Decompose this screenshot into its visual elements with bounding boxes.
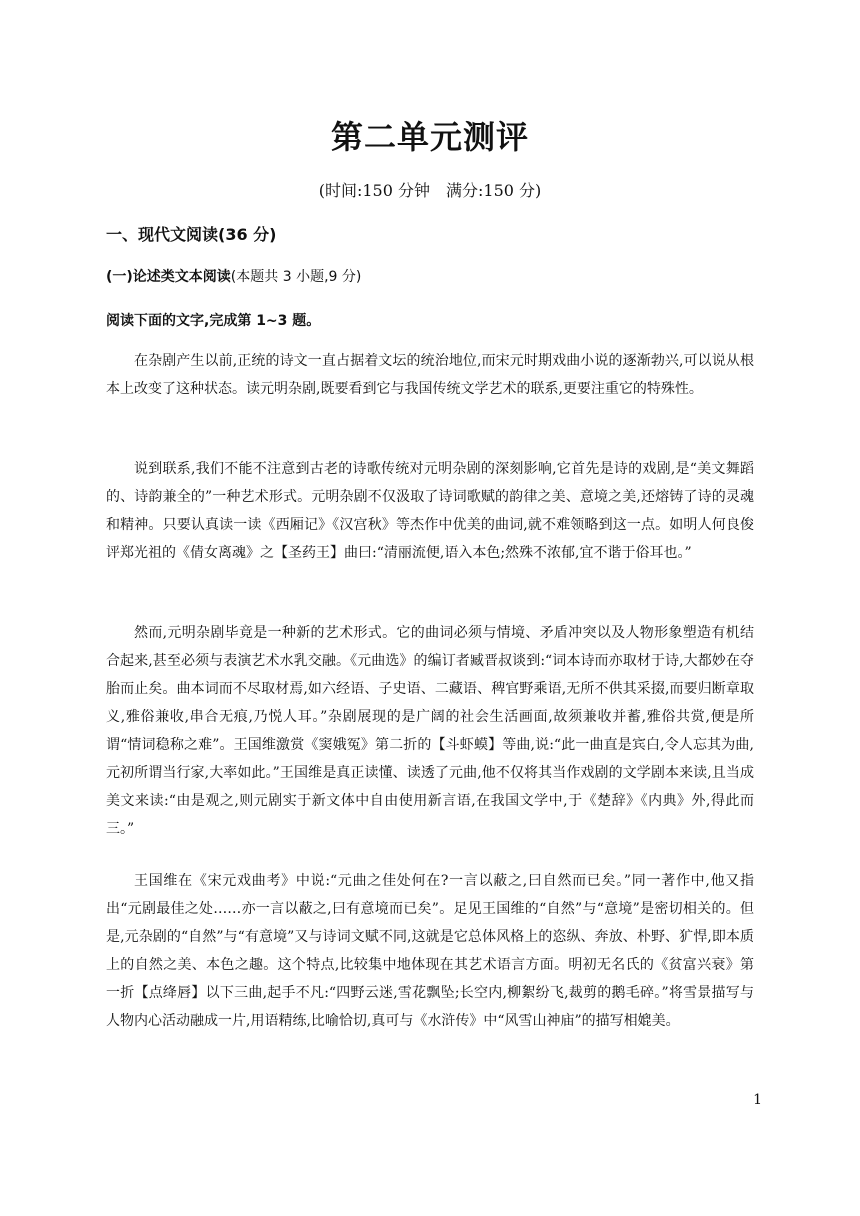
paragraph-1: 在杂剧产生以前,正统的诗文一直占据着文坛的统治地位,而宋元时期戏曲小说的逐渐勃兴,可以说从根本上改变了这种状态。读元明杂剧,既要看到它与我国传统文学艺术的联系,更要注重它的特殊性。 <box>106 353 754 397</box>
subsection-label: (一)论述类文本阅读 <box>106 269 231 285</box>
page-title: 第二单元测评 <box>330 118 529 156</box>
section-heading: 一、现代文阅读(36 分) <box>106 225 277 244</box>
subsection-heading <box>106 266 361 286</box>
exam-time-score: (时间:150 分钟 满分:150 分) <box>318 181 542 200</box>
paragraph-3: 然而,元明杂剧毕竟是一种新的艺术形式。它的曲词必须与情境、矛盾冲突以及人物形象塑造有机结合起来,甚至必须与表演艺术水乳交融。《元曲选》的编订者臧晋叔谈到:“词本诗而亦取材于诗,大都妙在夺胎而止矣。曲本词而不尽取材焉,如六经语、子史语、二藏语、稗官野乘语,无所不供其采掇,而要归断章取义,雅俗兼收,串合无痕,乃悦人耳。”杂剧展现的是广阔的社会生活画面,故须兼收并蓄,雅俗共赏,便是所谓“情词稳称之难”。王国维激赏《窦娥冤》第二折的【斗虾蟆】等曲,说:“此一曲直是宾白,令人忘其为曲,元初所谓当行家,大率如此。”王国维是真正读懂、读透了元曲,他不仅将其当作戏剧的文学剧本来读,且当成美文来读:“由是观之,则元剧实于新文体中自由使用新言语,在我国文学中,于《楚辞》《内典》外,得此而三。” <box>106 625 754 837</box>
page-number: 1 <box>753 1092 762 1108</box>
subsection-note: (本题共 3 小题,9 分) <box>230 269 362 285</box>
paragraph-2: 说到联系,我们不能不注意到古老的诗歌传统对元明杂剧的深刻影响,它首先是诗的戏剧,是“美文舞蹈的、诗韵兼全的”一种艺术形式。元明杂剧不仅汲取了诗词歌赋的韵律之美、意境之美,还熔铸了诗的灵魂和精神。只要认真读一读《西厢记》《汉宫秋》等杰作中优美的曲词,就不难领略到这一点。如明人何良俊评郑光祖的《倩女离魂》之【圣药王】曲曰:“清丽流便,语入本色;然殊不浓郁,宜不谐于俗耳也。” <box>106 461 754 561</box>
paragraph-4: 王国维在《宋元戏曲考》中说:“元曲之佳处何在?一言以蔽之,曰自然而已矣。”同一著作中,他又指出“元剧最佳之处……亦一言以蔽之,曰有意境而已矣”。足见王国维的“自然”与“意境”是密切相关的。但是,元杂剧的“自然”与“有意境”又与诗词文赋不同,这就是它总体风格上的恣纵、奔放、朴野、犷悍,即本质上的自然之美、本色之趣。这个特点,比较集中地体现在其艺术语言方面。明初无名氏的《贫富兴衰》第一折【点绛唇】以下三曲,起手不凡:“四野云迷,雪花飘坠;长空内,柳絮纷飞,裁剪的鹅毛碎。”将雪景描写与人物内心活动融成一片,用语精练,比喻恰切,真可与《水浒传》中“风雪山神庙”的描写相媲美。 <box>106 873 754 1029</box>
reading-instruction: 阅读下面的文字,完成第 1~3 题。 <box>106 313 321 329</box>
